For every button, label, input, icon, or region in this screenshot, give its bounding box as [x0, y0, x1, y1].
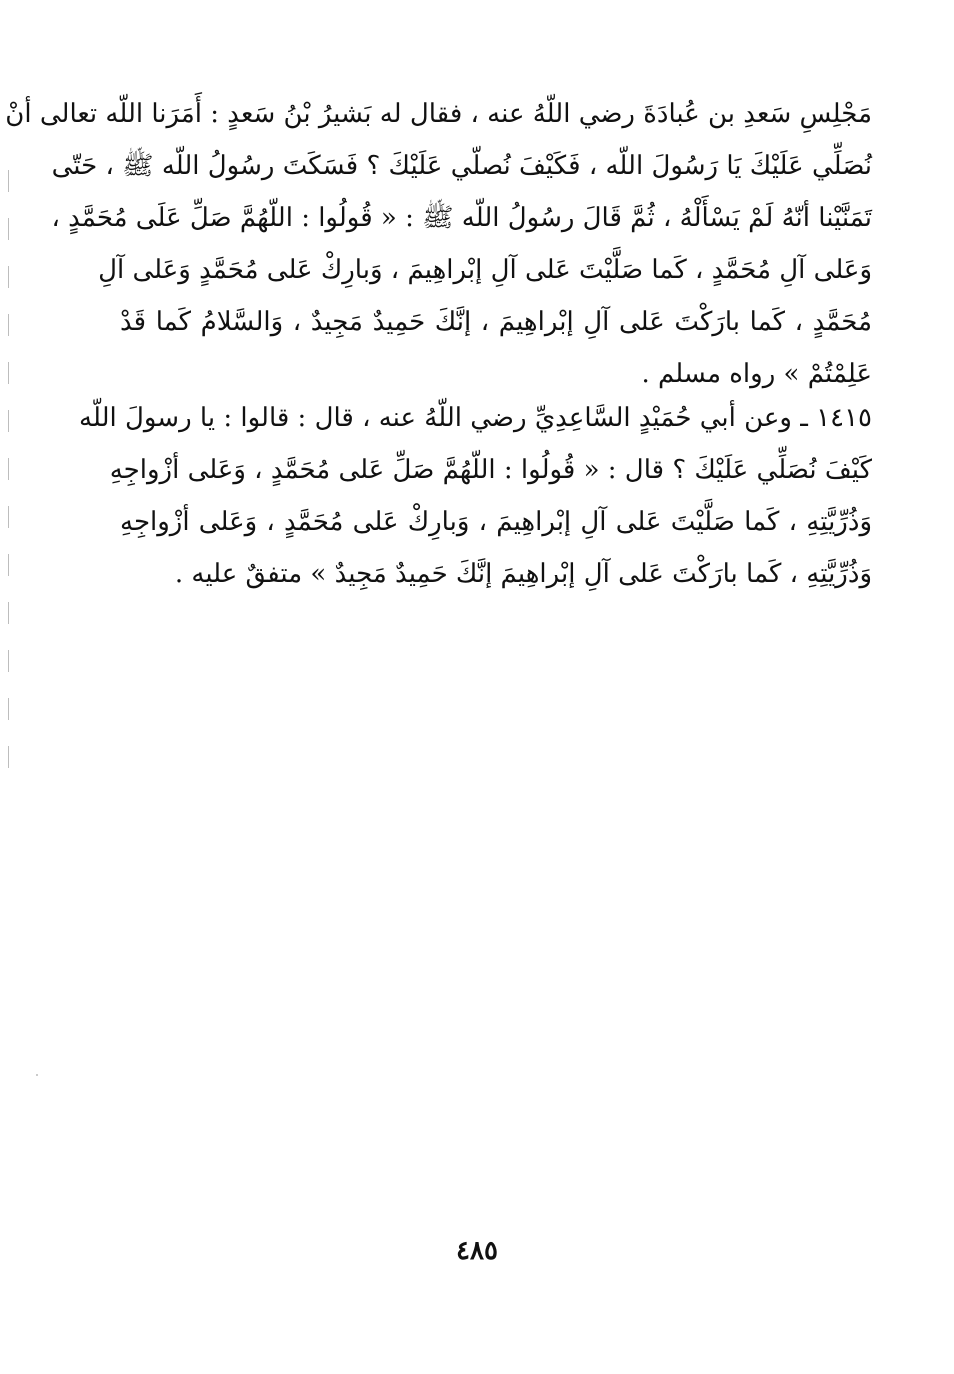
text-line: مُحَمَّدٍ ، كَما بارَكْتَ عَلى آلِ إبْراهِيمَ ، إنَّكَ حَمِيدٌ مَجِيدٌ ، وَالسَّلامُ كَما قَدْ: [120, 307, 872, 337]
text-line: ١٤١٥ ـ وعن أبي حُمَيْدٍ السَّاعِدِيِّ رضي اللّهُ عنه ، قال : قالوا : يا رسولَ اللّه: [79, 403, 872, 433]
text-line: مَجْلِسِ سَعدِ بن عُبادَةَ رضي اللّهُ عنه ، فقال له بَشيرُ بْنُ سَعدٍ : أَمَرَنا اللّه تعالى أنْ: [5, 99, 872, 129]
paragraph-hadith-1415: [79, 392, 872, 600]
text-line: وَعَلى آلِ مُحَمَّدٍ ، كَما صَلَّيْتَ عَلى آلِ إبْراهِيمَ ، وَبارِكْ عَلى مُحَمَّدٍ وَعَلى آلِ: [98, 255, 872, 285]
text-line: كَيْفَ نُصَلِّي عَلَيْكَ ؟ قال : « قُولُوا : اللّهُمَّ صَلِّ عَلى مُحَمَّدٍ ، وَعَلى أزْواجِهِ: [109, 455, 872, 485]
page-edge-marks: [8, 170, 10, 770]
paragraph-hadith-continuation: [5, 88, 872, 400]
text-line: تَمَنَّيْنا أنّهُ لَمْ يَسْأَلْهُ ، ثُمَّ قَالَ رسُولُ اللّه ﷺ : « قُولُوا : اللّهُمَّ صَلِّ عَلَى مُحَمَّدٍ ،: [51, 203, 872, 233]
text-line: نُصَلِّي عَلَيْكَ يَا رَسُولَ اللّه ، فَكَيْفَ نُصلّي عَلَيْكَ ؟ فَسَكَتَ رسُولُ اللّه ﷺ ، حَتّى: [51, 151, 872, 181]
page-number: ٤٨٥: [456, 1236, 498, 1266]
text-line: وَذُرِّيَّتِهِ ، كَما صَلَّيْتَ عَلى آلِ إبْراهِيمَ ، وَبارِكْ عَلى مُحَمَّدٍ ، وَعَلى أزْواجِهِ: [120, 507, 872, 537]
text-line: عَلِمْتُمْ » رواه مسلم .: [641, 359, 872, 389]
scan-speck: [36, 1074, 38, 1076]
text-line: وَذُرِّيَّتِهِ ، كَما بارَكْتَ عَلى آلِ إبْراهِيمَ إنَّكَ حَمِيدٌ مَجِيدٌ » متفقٌ عليه .: [174, 559, 872, 589]
